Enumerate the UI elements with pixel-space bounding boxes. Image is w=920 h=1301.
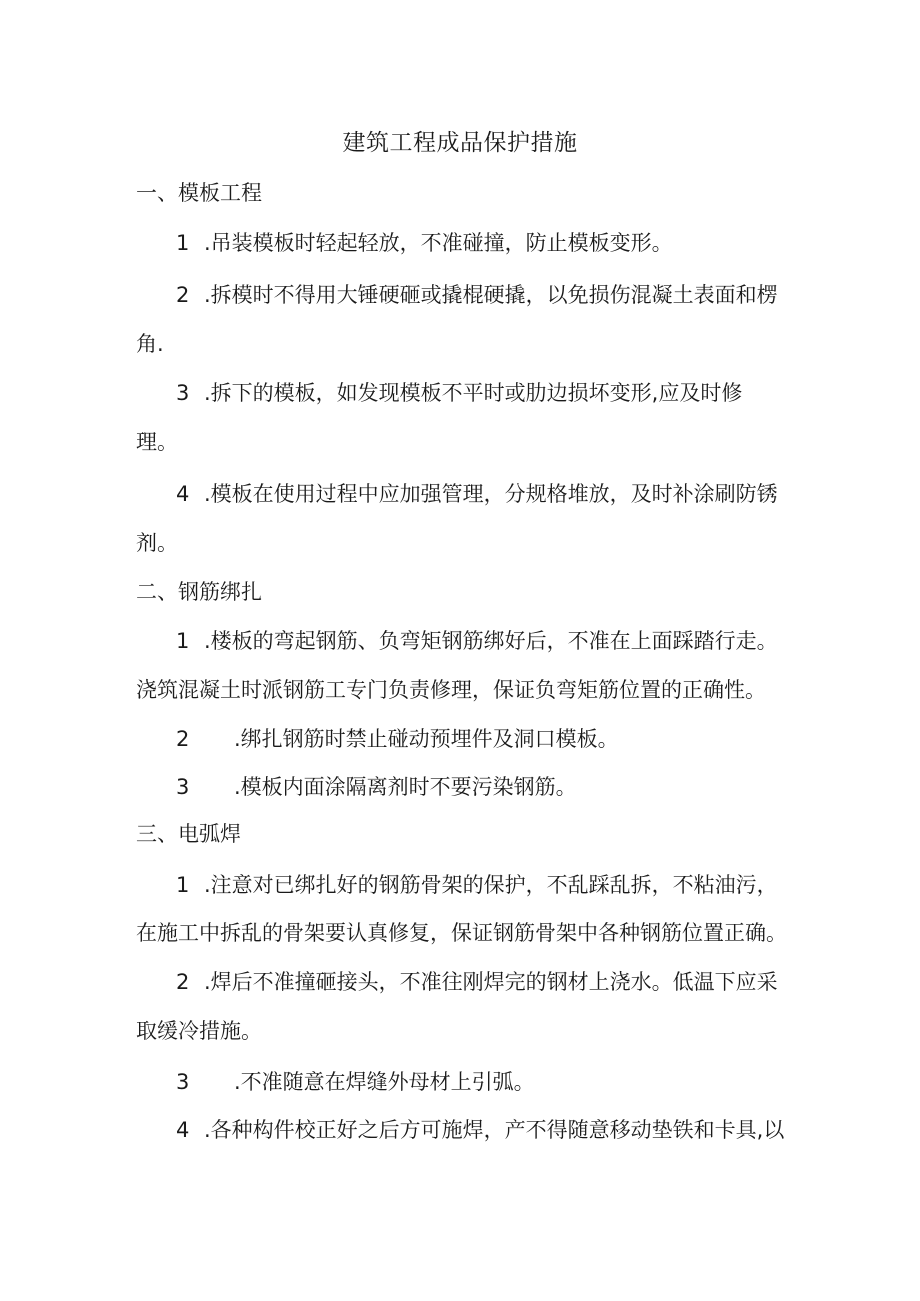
item-number: 1: [176, 231, 190, 255]
item-text: .模板内面涂隔离剂时不要污染钢筋。: [234, 775, 577, 799]
item-text: .焊后不准撞砸接头，不准往刚焊完的钢材上浇水。低温下应采: [204, 970, 778, 994]
item-number: 1: [176, 873, 190, 897]
section-heading: 三、电弧焊: [136, 822, 241, 846]
list-item: [176, 377, 742, 409]
list-item: [176, 478, 778, 510]
list-item: [176, 771, 577, 803]
section-heading: 一、模板工程: [136, 181, 262, 205]
item-number: 3: [176, 775, 190, 799]
item-number: 3: [176, 1070, 190, 1094]
list-item: [176, 625, 778, 657]
item-text: .模板在使用过程中应加强管理，分规格堆放，及时补涂刷防锈: [204, 482, 778, 506]
item-continuation: 浇筑混凝土时派钢筋工专门负责修理，保证负弯矩筋位置的正确性。: [136, 678, 766, 702]
item-text: .拆模时不得用大锤硬砸或撬棍硬撬，以免损伤混凝土表面和楞: [204, 283, 778, 307]
item-continuation: 剂。: [136, 531, 178, 555]
item-number: 3: [176, 381, 190, 405]
item-number: 2: [176, 727, 190, 751]
list-item: [176, 723, 619, 755]
item-text: .注意对已绑扎好的钢筋骨架的保护，不乱踩乱拆，不粘油污，: [204, 873, 778, 897]
item-text: .楼板的弯起钢筋、负弯矩钢筋绑好后，不准在上面踩踏行走。: [204, 629, 778, 653]
item-number: 2: [176, 283, 190, 307]
list-item: [176, 966, 778, 998]
item-text: .各种构件校正好之后方可施焊，产不得随意移动垫铁和卡具,以: [204, 1118, 785, 1142]
list-item: [176, 869, 778, 901]
item-number: 2: [176, 970, 190, 994]
item-continuation: 理。: [136, 430, 178, 454]
item-text: .绑扎钢筋时禁止碰动预埋件及洞口模板。: [234, 727, 619, 751]
item-continuation: 取缓冷措施。: [136, 1019, 262, 1043]
item-text: .不准随意在焊缝外母材上引弧。: [234, 1070, 535, 1094]
item-text: .吊装模板时轻起轻放，不准碰撞，防止模板变形。: [204, 231, 673, 255]
list-item: [176, 279, 778, 311]
page-title: 建筑工程成品保护措施: [342, 130, 578, 156]
section-heading: 二、钢筋绑扎: [136, 580, 262, 604]
list-item: [176, 1114, 784, 1146]
list-item: [176, 1066, 535, 1098]
item-number: 1: [176, 629, 190, 653]
list-item: [176, 227, 673, 259]
item-continuation: 角.: [136, 332, 164, 356]
item-number: 4: [176, 482, 190, 506]
item-text: .拆下的模板，如发现模板不平时或肋边损坏变形,应及时修: [204, 381, 743, 405]
item-number: 4: [176, 1118, 190, 1142]
item-continuation: 在施工中拆乱的骨架要认真修复，保证钢筋骨架中各种钢筋位置正确。: [136, 921, 787, 945]
